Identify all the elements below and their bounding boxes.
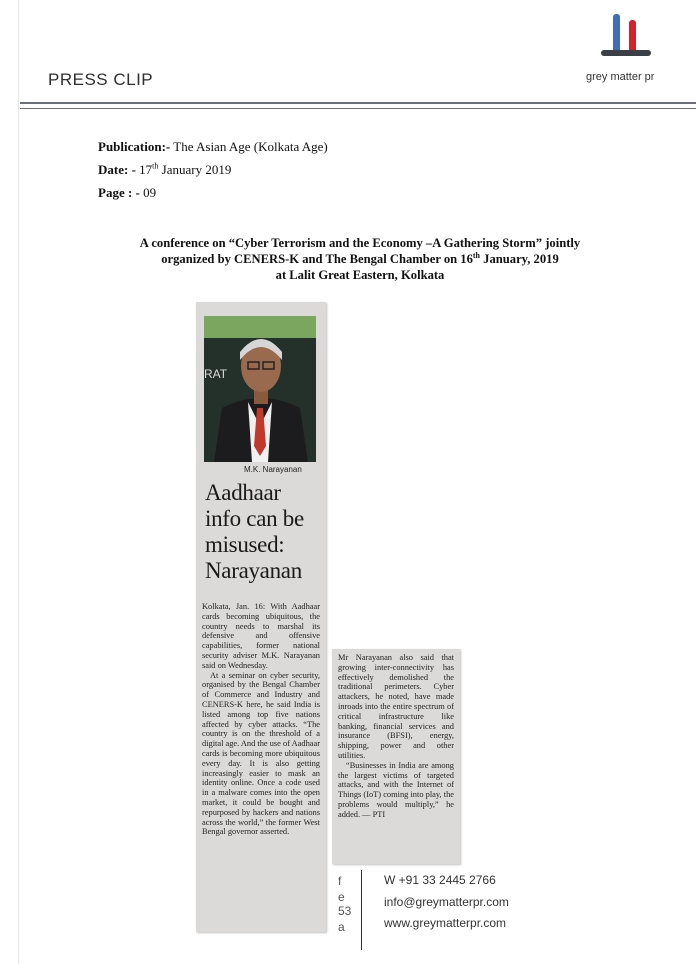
page-line bbox=[98, 185, 156, 201]
event-headline bbox=[110, 235, 610, 283]
article-headline-line: Aadhaar bbox=[205, 480, 281, 505]
page-label: Page : - bbox=[98, 185, 140, 200]
publication-label: Publication:- bbox=[98, 139, 171, 154]
portrait-photo bbox=[204, 316, 316, 462]
publication-value: The Asian Age (Kolkata Age) bbox=[173, 139, 328, 154]
page-value: 09 bbox=[143, 185, 157, 200]
portrait-illustration bbox=[204, 316, 316, 462]
headline-line-2-suffix: th bbox=[472, 250, 481, 260]
article-paragraph: Kolkata, Jan. 16: With Aadhaar cards becoming ubiquitous, the country needs to marshal its defensive and offensive capabilities, former national security adviser M.K. Narayanan said on Wednesday. bbox=[202, 602, 320, 670]
headline-line-1: A conference on “Cyber Terrorism and the Economy –A Gathering Storm” jointly bbox=[139, 236, 581, 250]
article-column-1 bbox=[202, 602, 320, 928]
article-headline bbox=[205, 480, 304, 584]
page-edge-line bbox=[18, 0, 19, 964]
footer-partial-letter: 53 bbox=[338, 904, 352, 918]
footer-email[interactable]: info@greymatterpr.com bbox=[384, 895, 509, 909]
grey-matter-logo-icon bbox=[600, 12, 652, 68]
article-paragraph: Mr Narayanan also said that growing inter-connectivity has effectively demolished the traditional perimeters. Cyber attackers, he noted, have made inroads into the entire spectrum of critical infrastructure like banking, financial services and insurance (BFSI), energy, shipping, power and other utilities. bbox=[338, 653, 454, 760]
article-column-2 bbox=[338, 653, 454, 861]
header-rule-thin bbox=[20, 108, 696, 109]
article-headline-line: misused: bbox=[205, 532, 285, 557]
date-suffix: th bbox=[152, 161, 159, 171]
footer-partial-letter: a bbox=[338, 920, 345, 934]
photo-sign-text: RAT bbox=[204, 367, 228, 381]
header-rule bbox=[20, 102, 696, 104]
logo-wordmark: grey matter pr bbox=[586, 71, 655, 83]
date-rest: January 2019 bbox=[161, 162, 232, 177]
footer-partial-letter: e bbox=[338, 890, 345, 904]
article-paragraph: “Businesses in India are among the largest victims of targeted attacks, and with the Internet of Things (IoT) coming into play, the problems would multiply,” he added. — PTI bbox=[338, 760, 454, 819]
newspaper-clipping-continuation bbox=[332, 649, 460, 864]
footer-website[interactable]: www.greymatterpr.com bbox=[384, 916, 507, 930]
headline-line-3: at Lalit Great Eastern, Kolkata bbox=[275, 268, 445, 282]
date-day: 17 bbox=[139, 162, 153, 177]
date-label: Date: - bbox=[98, 162, 136, 177]
headline-line-2-text: organized by CENERS-K and The Bengal Chamber on 16 bbox=[161, 252, 473, 266]
newspaper-clipping-main bbox=[196, 302, 326, 932]
article-headline-line: info can be bbox=[205, 506, 304, 531]
date-line bbox=[98, 162, 231, 178]
press-clip-title: PRESS CLIP bbox=[48, 70, 154, 89]
photo-caption: M.K. Narayanan bbox=[244, 465, 302, 474]
footer-phone: W +91 33 2445 2766 bbox=[384, 873, 496, 887]
footer-divider bbox=[361, 870, 362, 950]
headline-line-2 bbox=[110, 251, 610, 267]
footer-partial-letter: f bbox=[338, 874, 342, 888]
article-paragraph: At a seminar on cyber security, organised by the Bengal Chamber of Commerce and Industry and CENERS-K here, he said India is listed among top five nations affected by cyber attacks. “The country is on the threshold of a digital age. And the use of Aadhaar cards is becoming more ubiquitous every day. It is also getting increasingly easier to mask an identity online. Once a code used in a malware comes into the open market, it could be bought and repurposed by hackers and nations across the world,” the former West Bengal governor asserted. bbox=[202, 670, 320, 837]
headline-line-2-end: January, 2019 bbox=[480, 252, 559, 266]
publication-line bbox=[98, 139, 328, 155]
article-headline-line: Narayanan bbox=[205, 558, 302, 583]
